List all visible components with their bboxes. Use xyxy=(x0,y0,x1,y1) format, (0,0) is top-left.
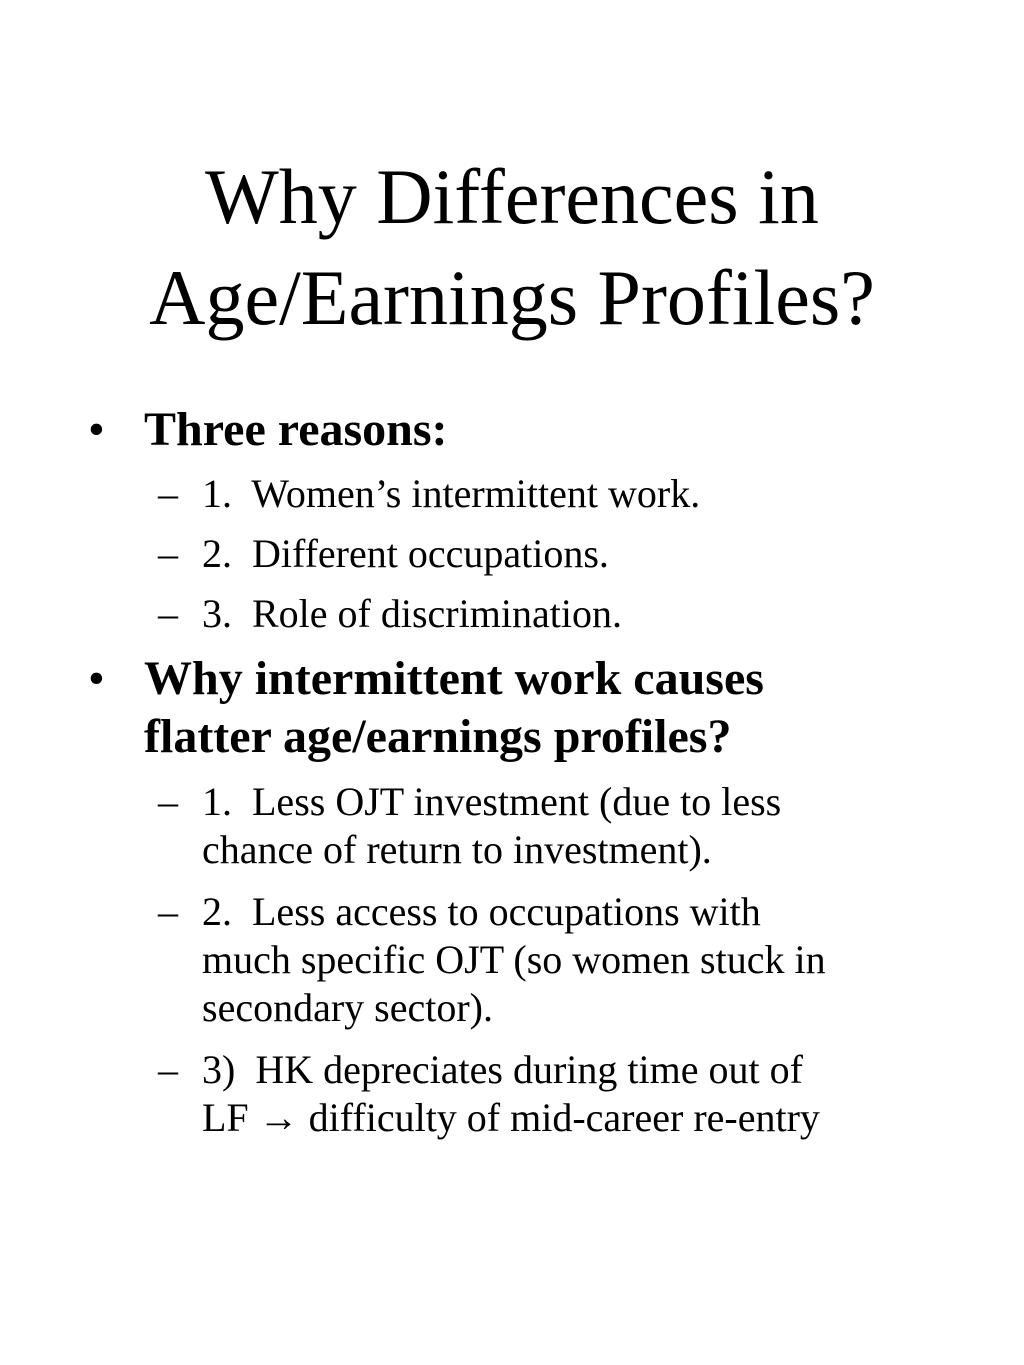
subitem-text-line-1: 1. Less OJT investment (due to less xyxy=(202,779,782,824)
dash-icon: – xyxy=(158,531,178,576)
subitem-text xyxy=(202,888,922,1032)
bullet-text-line-2: flatter age/earnings profiles? xyxy=(144,710,732,763)
dash-icon: – xyxy=(158,1047,178,1092)
subitem-text xyxy=(202,1046,922,1142)
subitem-text-line-2: much specific OJT (so women stuck in xyxy=(202,937,826,982)
slide-title-line-1: Why Differences in xyxy=(205,153,819,240)
subitem-text-line-2: chance of return to investment). xyxy=(202,827,712,872)
subitem-text-line-3: secondary sector). xyxy=(202,985,493,1030)
subitem-text-line-1: 2. Less access to occupations with xyxy=(202,889,761,934)
bullet-icon: • xyxy=(88,652,105,705)
slide-title-line-2: Age/Earnings Profiles? xyxy=(149,254,875,341)
subitem-text: 2. Different occupations. xyxy=(202,531,609,576)
subitem-text: 3. Role of discrimination. xyxy=(202,591,622,636)
subitem-text-line-1: 3) HK depreciates during time out of xyxy=(202,1047,803,1092)
bullet-text xyxy=(144,650,864,766)
bullet-text: Three reasons: xyxy=(144,403,448,456)
dash-icon: – xyxy=(158,591,178,636)
subitem-text: 1. Women’s intermittent work. xyxy=(202,471,701,516)
subitem-text xyxy=(202,778,922,874)
slide-title xyxy=(0,146,1024,348)
dash-icon: – xyxy=(158,889,178,934)
subitem-text-line-2: LF → difficulty of mid-career re-entry xyxy=(202,1095,820,1140)
bullet-text-line-1: Why intermittent work causes xyxy=(144,652,764,705)
bullet-icon: • xyxy=(88,403,105,456)
dash-icon: – xyxy=(158,779,178,824)
dash-icon: – xyxy=(158,471,178,516)
